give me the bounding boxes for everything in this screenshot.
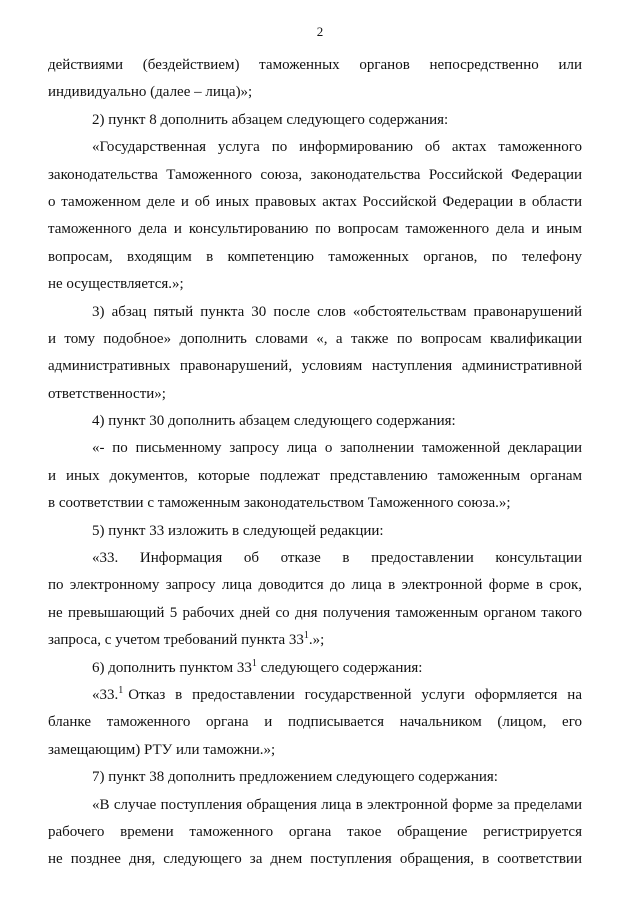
text-line (48, 655, 582, 682)
text-line: индивидуально (далее – лица)»; (48, 84, 253, 101)
text-line: «33. Информация об отказе в предоставлении консультации (92, 550, 582, 567)
text-line: 5) пункт 33 изложить в следующей редакции: (92, 522, 384, 539)
text-line: бланке таможенного органа и подписывается начальником (лицом, его (48, 714, 582, 731)
line-tail: следующего содержания: (256, 659, 423, 676)
text-line: «В случае поступления обращения лица в электронной форме за пределами (92, 796, 582, 813)
text-line: административных правонарушений, условиям наступления административной (48, 358, 582, 375)
text-line: действиями (бездействием) таможенных органов непосредственно или (48, 57, 582, 73)
text-line (48, 682, 582, 709)
text-line: ответственности»; (48, 385, 166, 402)
text-line: не превышающий 5 рабочих дней со дня получения таможенным органом такого (48, 604, 582, 621)
document-body (48, 52, 582, 874)
superscript: 1 (303, 630, 309, 642)
text-line: и тому подобное» дополнить словами «, а также по вопросам квалификации (48, 330, 582, 347)
text-line: не позднее дня, следующего за днем поступления обращения, в соответствии (48, 851, 582, 868)
text-line: 3) абзац пятый пункта 30 после слов «обстоятельствам правонарушений (92, 303, 582, 320)
text-line: «- по письменному запросу лица о заполнении таможенной декларации (92, 440, 582, 457)
text-line: по электронному запросу лица доводится до лица в электронной форме в срок, (48, 577, 582, 594)
text-line: в соответствии с таможенным законодательством Таможенного союза.»; (48, 495, 511, 512)
text-line: и иных документов, которые подлежат представлению таможенным органам (48, 467, 582, 484)
text-line: законодательства Таможенного союза, законодательства Российской Федерации (48, 166, 582, 183)
superscript: 1 (251, 657, 257, 669)
text-line: о таможенном деле и об иных правовых актах Российской Федерации в области (48, 193, 582, 210)
line-tail: .»; (308, 632, 325, 649)
line-text: запроса, с учетом требований пункта 33 (48, 632, 304, 649)
superscript: 1 (118, 684, 124, 696)
text-line: не осуществляется.»; (48, 276, 184, 293)
text-line (48, 627, 582, 654)
page-number: 2 (316, 24, 324, 39)
text-line: «Государственная услуга по информированию об актах таможенного (92, 139, 582, 156)
text-line: 7) пункт 38 дополнить предложением следующего содержания: (92, 769, 498, 786)
text-line: 4) пункт 30 дополнить абзацем следующего содержания: (92, 413, 456, 430)
line-text: «33. (92, 686, 119, 703)
text-line: вопросам, входящим в компетенцию таможенных органов, по телефону (48, 248, 582, 265)
text-line: замещающим) РТУ или таможни.»; (48, 741, 276, 758)
text-line: таможенного дела и консультированию по вопросам таможенного дела и иным (48, 221, 582, 238)
text-line: 2) пункт 8 дополнить абзацем следующего содержания: (92, 111, 449, 128)
line-text: 6) дополнить пунктом 33 (92, 659, 252, 676)
text-line: рабочего времени таможенного органа такое обращение регистрируется (48, 823, 582, 840)
line-text: Отказ в предоставлении государственной услуги оформляется на (128, 686, 582, 703)
